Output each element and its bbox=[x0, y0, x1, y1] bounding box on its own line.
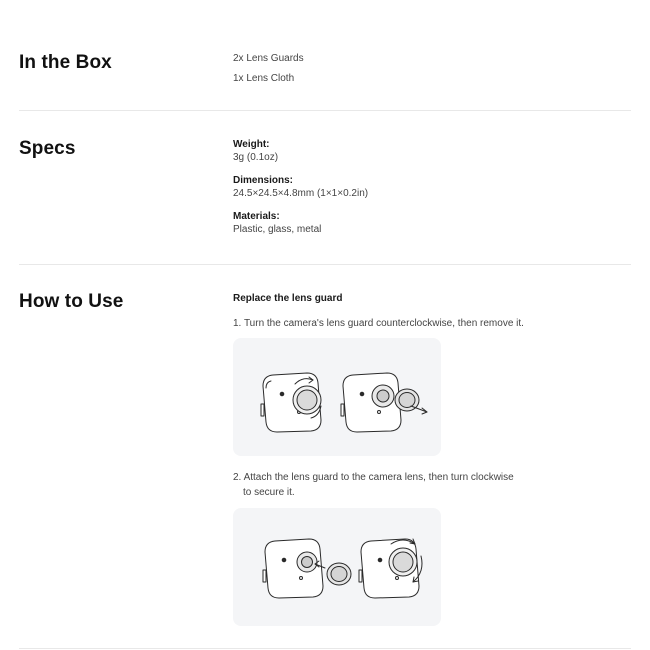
step-2-text-line2: to secure it. bbox=[243, 487, 295, 498]
box-item: 2x Lens Guards bbox=[233, 53, 304, 64]
how-to-use-section bbox=[19, 288, 631, 648]
spec-label: Dimensions: bbox=[233, 175, 294, 186]
box-item: 1x Lens Cloth bbox=[233, 73, 295, 84]
divider bbox=[19, 648, 631, 649]
how-to-use-subtitle: Replace the lens guard bbox=[233, 293, 343, 304]
spec-label: Materials: bbox=[233, 211, 280, 222]
specs-title: Specs bbox=[19, 138, 76, 159]
spec-row-materials bbox=[233, 210, 631, 236]
step-1-text: 1. Turn the camera's lens guard counterclockwise, then remove it. bbox=[233, 318, 524, 329]
in-the-box-section bbox=[19, 48, 631, 108]
remove-lens-guard-drawing bbox=[233, 338, 441, 456]
spec-value: 3g (0.1oz) bbox=[233, 152, 279, 163]
remove-lens-guard-illustration bbox=[233, 338, 441, 456]
spec-label: Weight: bbox=[233, 139, 270, 150]
spec-row-weight bbox=[233, 138, 631, 164]
spec-value: 24.5×24.5×4.8mm (1×1×0.2in) bbox=[233, 188, 369, 199]
specs-list bbox=[233, 138, 631, 236]
how-to-use-content bbox=[233, 288, 631, 648]
spec-row-dimensions bbox=[233, 174, 631, 200]
spec-value: Plastic, glass, metal bbox=[233, 224, 322, 235]
in-the-box-list bbox=[233, 52, 631, 85]
in-the-box-title: In the Box bbox=[19, 52, 112, 73]
attach-lens-guard-drawing bbox=[233, 508, 441, 626]
step-2-text-line1: 2. Attach the lens guard to the camera lens, then turn clockwise bbox=[233, 472, 514, 483]
divider bbox=[19, 110, 631, 111]
attach-lens-guard-illustration bbox=[233, 508, 441, 626]
specs-section bbox=[19, 133, 631, 258]
divider bbox=[19, 264, 631, 265]
how-to-use-title: How to Use bbox=[19, 291, 124, 312]
